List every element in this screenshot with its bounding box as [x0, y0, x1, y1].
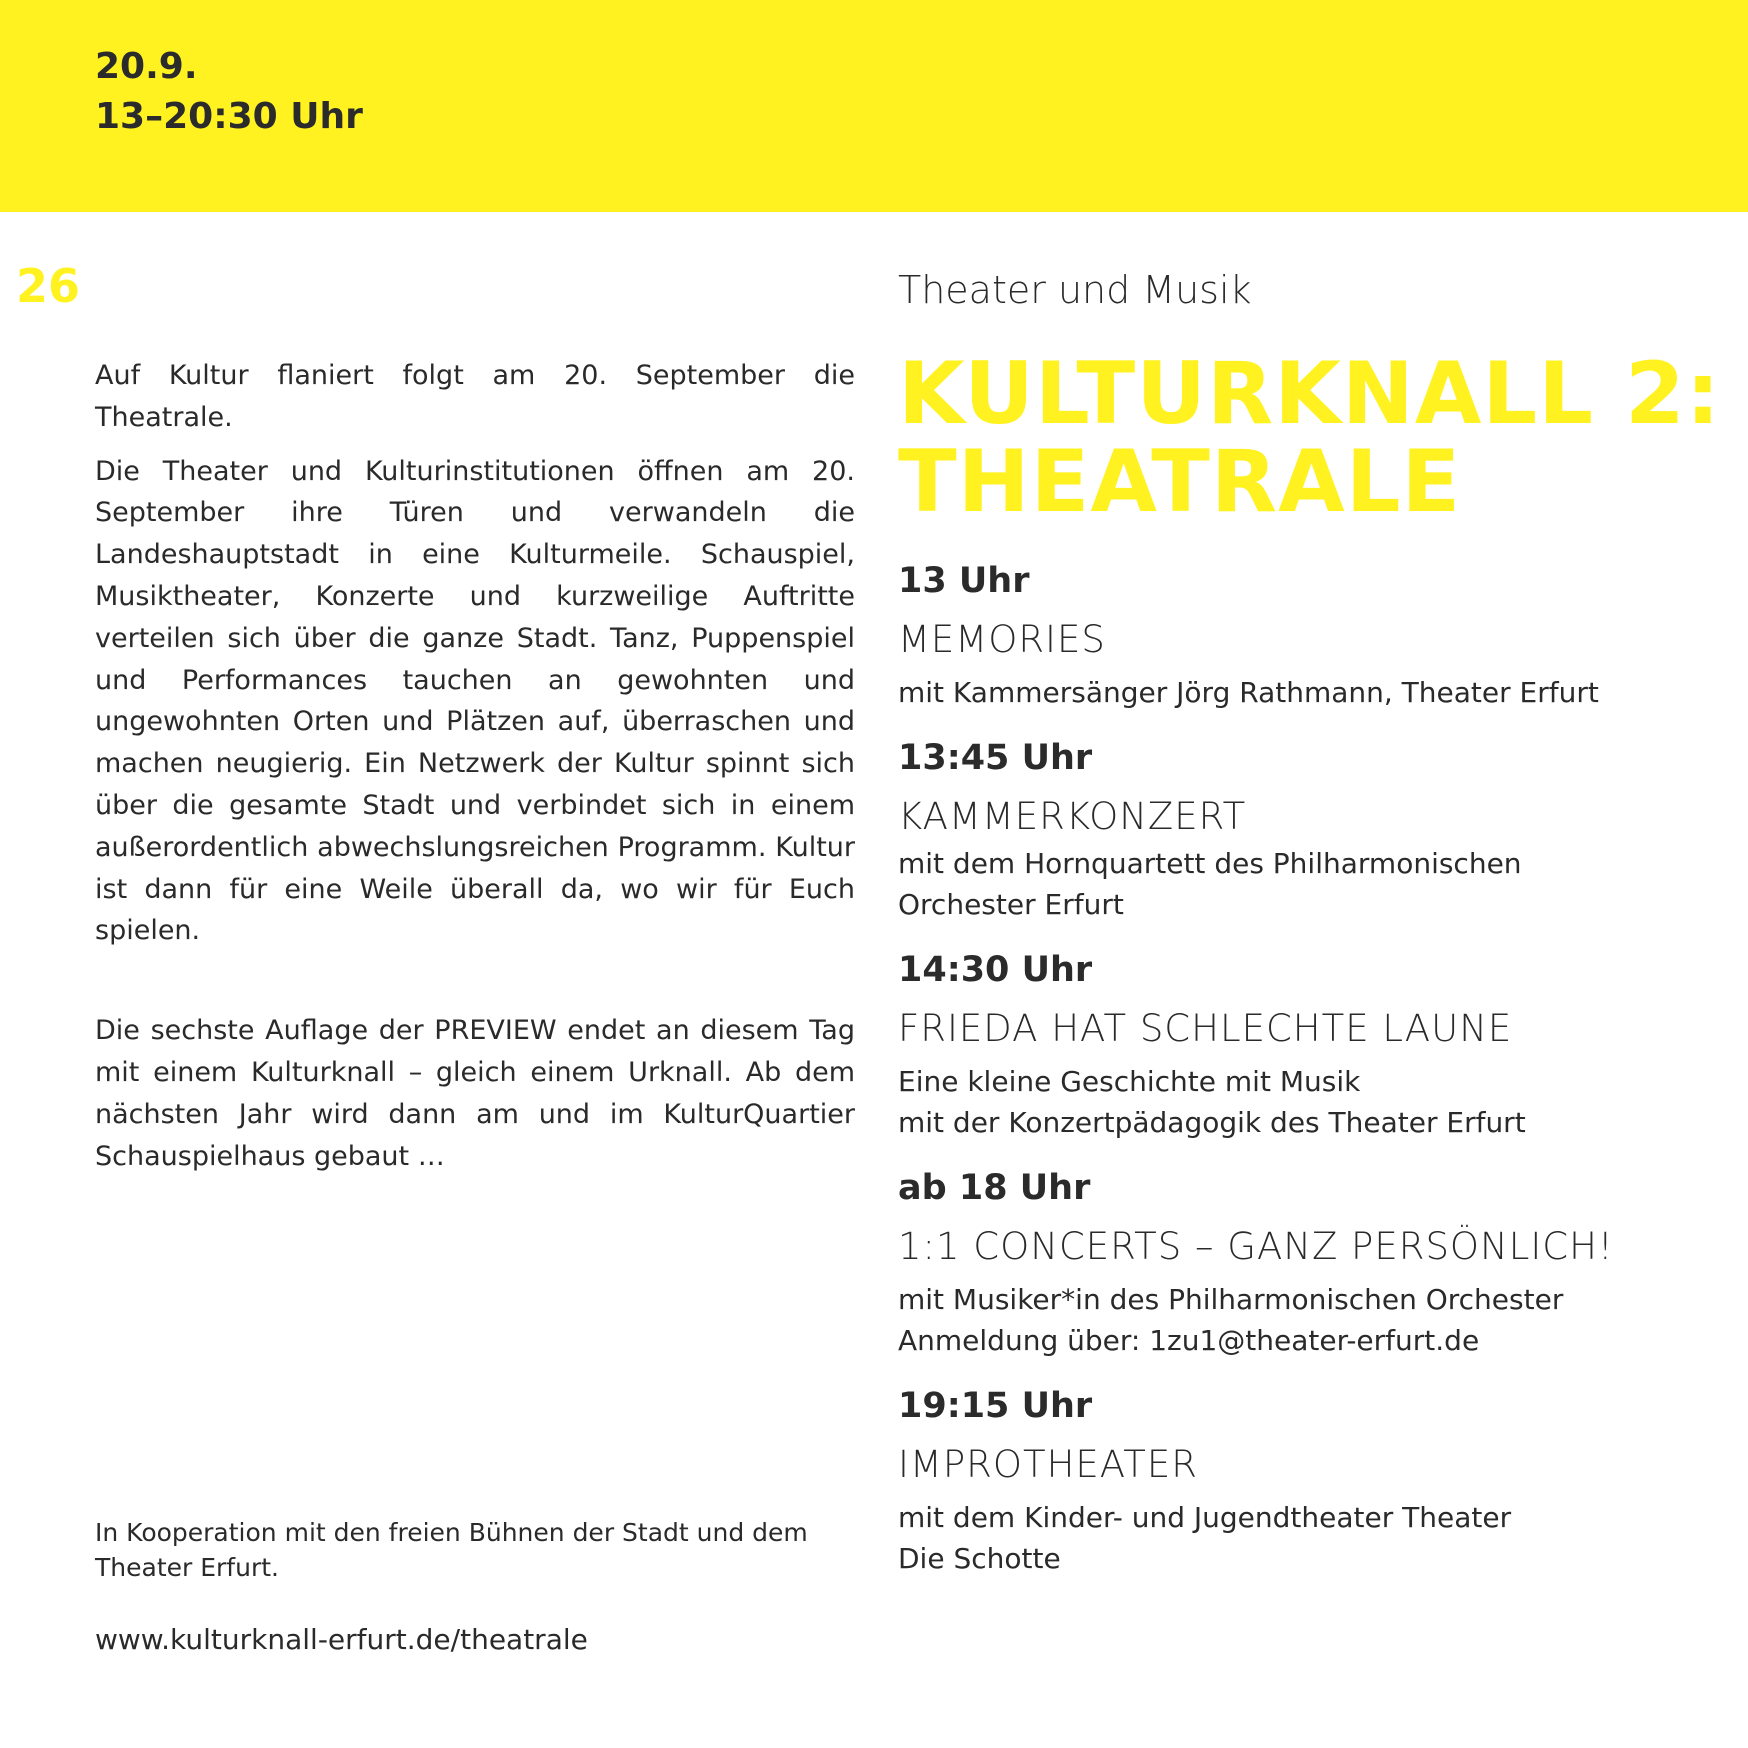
cooperation-note: In Kooperation mit den freien Bühnen der Stadt und dem Theater Erfurt. — [95, 1518, 808, 1582]
event-time: 13:45 Uhr — [898, 738, 1093, 778]
intro-paragraph-1: Auf Kultur flaniert folgt am 20. September die Theatrale. — [95, 360, 855, 433]
event-time-range: 13–20:30 Uhr — [95, 96, 363, 137]
event-description-line: Orchester Erfurt — [898, 888, 1124, 921]
event-time: 14:30 Uhr — [898, 950, 1093, 990]
event-date: 20.9. — [95, 46, 198, 87]
event-description-line: Die Schotte — [898, 1542, 1061, 1575]
header-banner — [0, 0, 1748, 212]
intro-paragraph-2: Die Theater und Kulturinstitutionen öffnen am 20. September ihre Türen und verwandeln die Landeshauptstadt in eine Kulturmeile. Schauspiel, Musiktheater, Konzerte und kurzweilige Auftritte verteilen sich über die ganze Stadt. Tanz, Puppenspiel und Performances tauchen an gewohnten und ungewohnten Orten und Plätzen auf, überraschen und machen neugierig. Ein Netzwerk der Kultur spinnt sich über die gesamte Stadt und verbindet sich in einem außerordentlich abwechslungsreichen Programm. Kultur ist dann für eine Weile überall da, wo wir für Euch spielen. — [95, 455, 855, 947]
event-title: 1:1 CONCERTS – GANZ PERSÖNLICH! — [898, 1225, 1614, 1268]
event-item — [898, 733, 1718, 925]
event-time: 19:15 Uhr — [898, 1386, 1093, 1426]
category-label: Theater und Musik — [898, 268, 1252, 312]
event-description — [898, 1497, 1718, 1579]
event-list — [898, 556, 1718, 1579]
event-title: KAMMERKONZERT — [898, 795, 1247, 838]
event-description-line: mit Kammersänger Jörg Rathmann, Theater Erfurt — [898, 676, 1599, 709]
event-title: IMPROTHEATER — [898, 1443, 1198, 1486]
event-description — [898, 1279, 1718, 1361]
event-title: FRIEDA HAT SCHLECHTE LAUNE — [898, 1007, 1513, 1050]
website-link[interactable]: www.kulturknall-erfurt.de/theatrale — [95, 1623, 588, 1656]
headline-line-2: THEATRALE — [898, 432, 1462, 532]
intro-paragraph-3: Die sechste Auflage der PREVIEW endet an diesem Tag mit einem Kulturknall – gleich einem Urknall. Ab dem nächsten Jahr wird dann am und im KulturQuartier Schauspielhaus gebaut … — [95, 1015, 855, 1172]
page-number: 26 — [16, 259, 81, 313]
event-description-line: mit Musiker*in des Philharmonischen Orchester — [898, 1283, 1564, 1316]
event-time: 13 Uhr — [898, 561, 1030, 601]
program-column — [898, 260, 1722, 1599]
event-title: MEMORIES — [898, 618, 1106, 661]
event-description-line: mit dem Hornquartett des Philharmonischen — [898, 847, 1522, 880]
headline — [898, 344, 1722, 532]
event-description-line: mit dem Kinder- und Jugendtheater Theater — [898, 1501, 1512, 1534]
event-description-line: Eine kleine Geschichte mit Musik — [898, 1065, 1361, 1098]
event-description — [898, 672, 1718, 713]
event-description-line: Anmeldung über: 1zu1@theater-erfurt.de — [898, 1324, 1480, 1357]
event-item — [898, 556, 1718, 713]
event-time: ab 18 Uhr — [898, 1168, 1091, 1208]
headline-line-1: KULTURKNALL 2: — [898, 344, 1722, 444]
event-item — [898, 1381, 1718, 1579]
event-item — [898, 1163, 1718, 1361]
event-item — [898, 945, 1718, 1143]
event-description — [898, 1061, 1718, 1143]
event-date-block — [95, 42, 363, 142]
intro-text — [95, 355, 855, 1177]
event-description — [898, 843, 1718, 925]
event-description-line: mit der Konzertpädagogik des Theater Erfurt — [898, 1106, 1526, 1139]
